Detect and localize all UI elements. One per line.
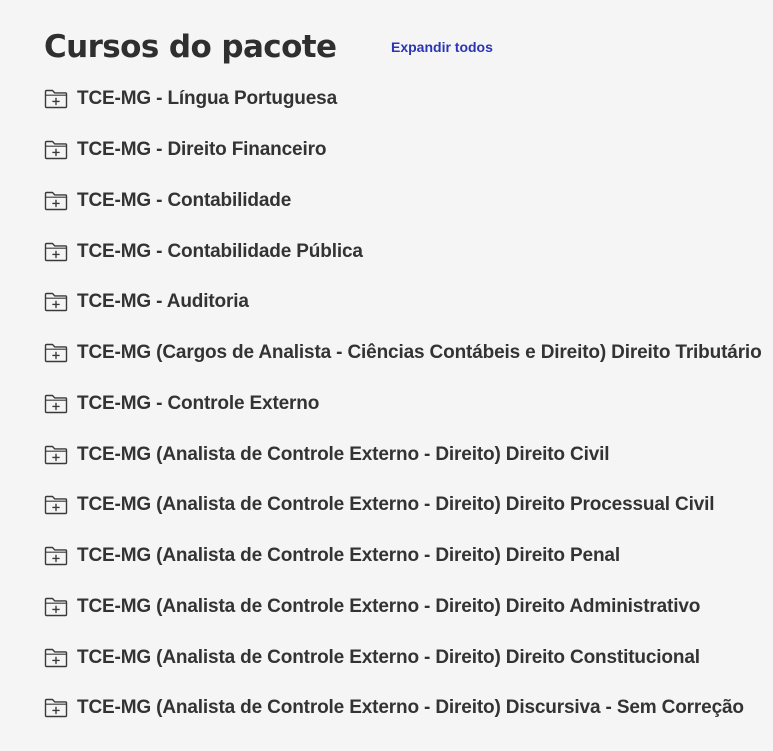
- course-item[interactable]: [44, 531, 769, 582]
- folder-plus-icon: [44, 89, 68, 109]
- course-label: TCE-MG (Analista de Controle Externo - Direito) Direito Constitucional: [77, 646, 700, 668]
- folder-plus-icon: [44, 698, 68, 718]
- course-item[interactable]: [44, 328, 769, 379]
- course-item[interactable]: [44, 582, 769, 633]
- folder-plus-icon: [44, 597, 68, 617]
- course-label: TCE-MG (Analista de Controle Externo - Direito) Direito Penal: [77, 545, 620, 567]
- course-item[interactable]: [44, 125, 769, 176]
- course-label: TCE-MG - Contabilidade Pública: [77, 240, 363, 262]
- course-label: TCE-MG (Analista de Controle Externo - Direito) Direito Administrativo: [77, 595, 701, 617]
- page-title: Cursos do pacote: [44, 29, 337, 65]
- course-item[interactable]: [44, 480, 769, 531]
- expand-all-link[interactable]: Expandir todos: [391, 39, 493, 55]
- course-item[interactable]: [44, 379, 769, 430]
- course-label: TCE-MG (Cargos de Analista - Ciências Contábeis e Direito) Direito Tributário: [77, 342, 762, 364]
- folder-plus-icon: [44, 394, 68, 414]
- course-item[interactable]: [44, 74, 769, 125]
- course-label: TCE-MG (Analista de Controle Externo - Direito) Discursiva - Sem Correção: [77, 697, 744, 719]
- folder-plus-icon: [44, 343, 68, 363]
- folder-plus-icon: [44, 546, 68, 566]
- folder-plus-icon: [44, 495, 68, 515]
- course-item[interactable]: [44, 683, 769, 734]
- course-label: TCE-MG - Controle Externo: [77, 392, 320, 414]
- folder-plus-icon: [44, 648, 68, 668]
- course-label: TCE-MG - Direito Financeiro: [77, 139, 327, 161]
- folder-plus-icon: [44, 140, 68, 160]
- folder-plus-icon: [44, 191, 68, 211]
- course-label: TCE-MG (Analista de Controle Externo - Direito) Direito Civil: [77, 443, 610, 465]
- course-label: TCE-MG - Auditoria: [77, 291, 249, 313]
- section-header: [44, 24, 493, 70]
- course-label: TCE-MG - Contabilidade: [77, 189, 292, 211]
- folder-plus-icon: [44, 292, 68, 312]
- course-label: TCE-MG (Analista de Controle Externo - Direito) Direito Processual Civil: [77, 494, 715, 516]
- folder-plus-icon: [44, 445, 68, 465]
- folder-plus-icon: [44, 242, 68, 262]
- course-label: TCE-MG - Língua Portuguesa: [77, 88, 337, 110]
- course-item[interactable]: [44, 429, 769, 480]
- course-list: [44, 74, 769, 734]
- course-item[interactable]: [44, 226, 769, 277]
- course-item[interactable]: [44, 277, 769, 328]
- course-item[interactable]: [44, 176, 769, 227]
- course-item[interactable]: [44, 632, 769, 683]
